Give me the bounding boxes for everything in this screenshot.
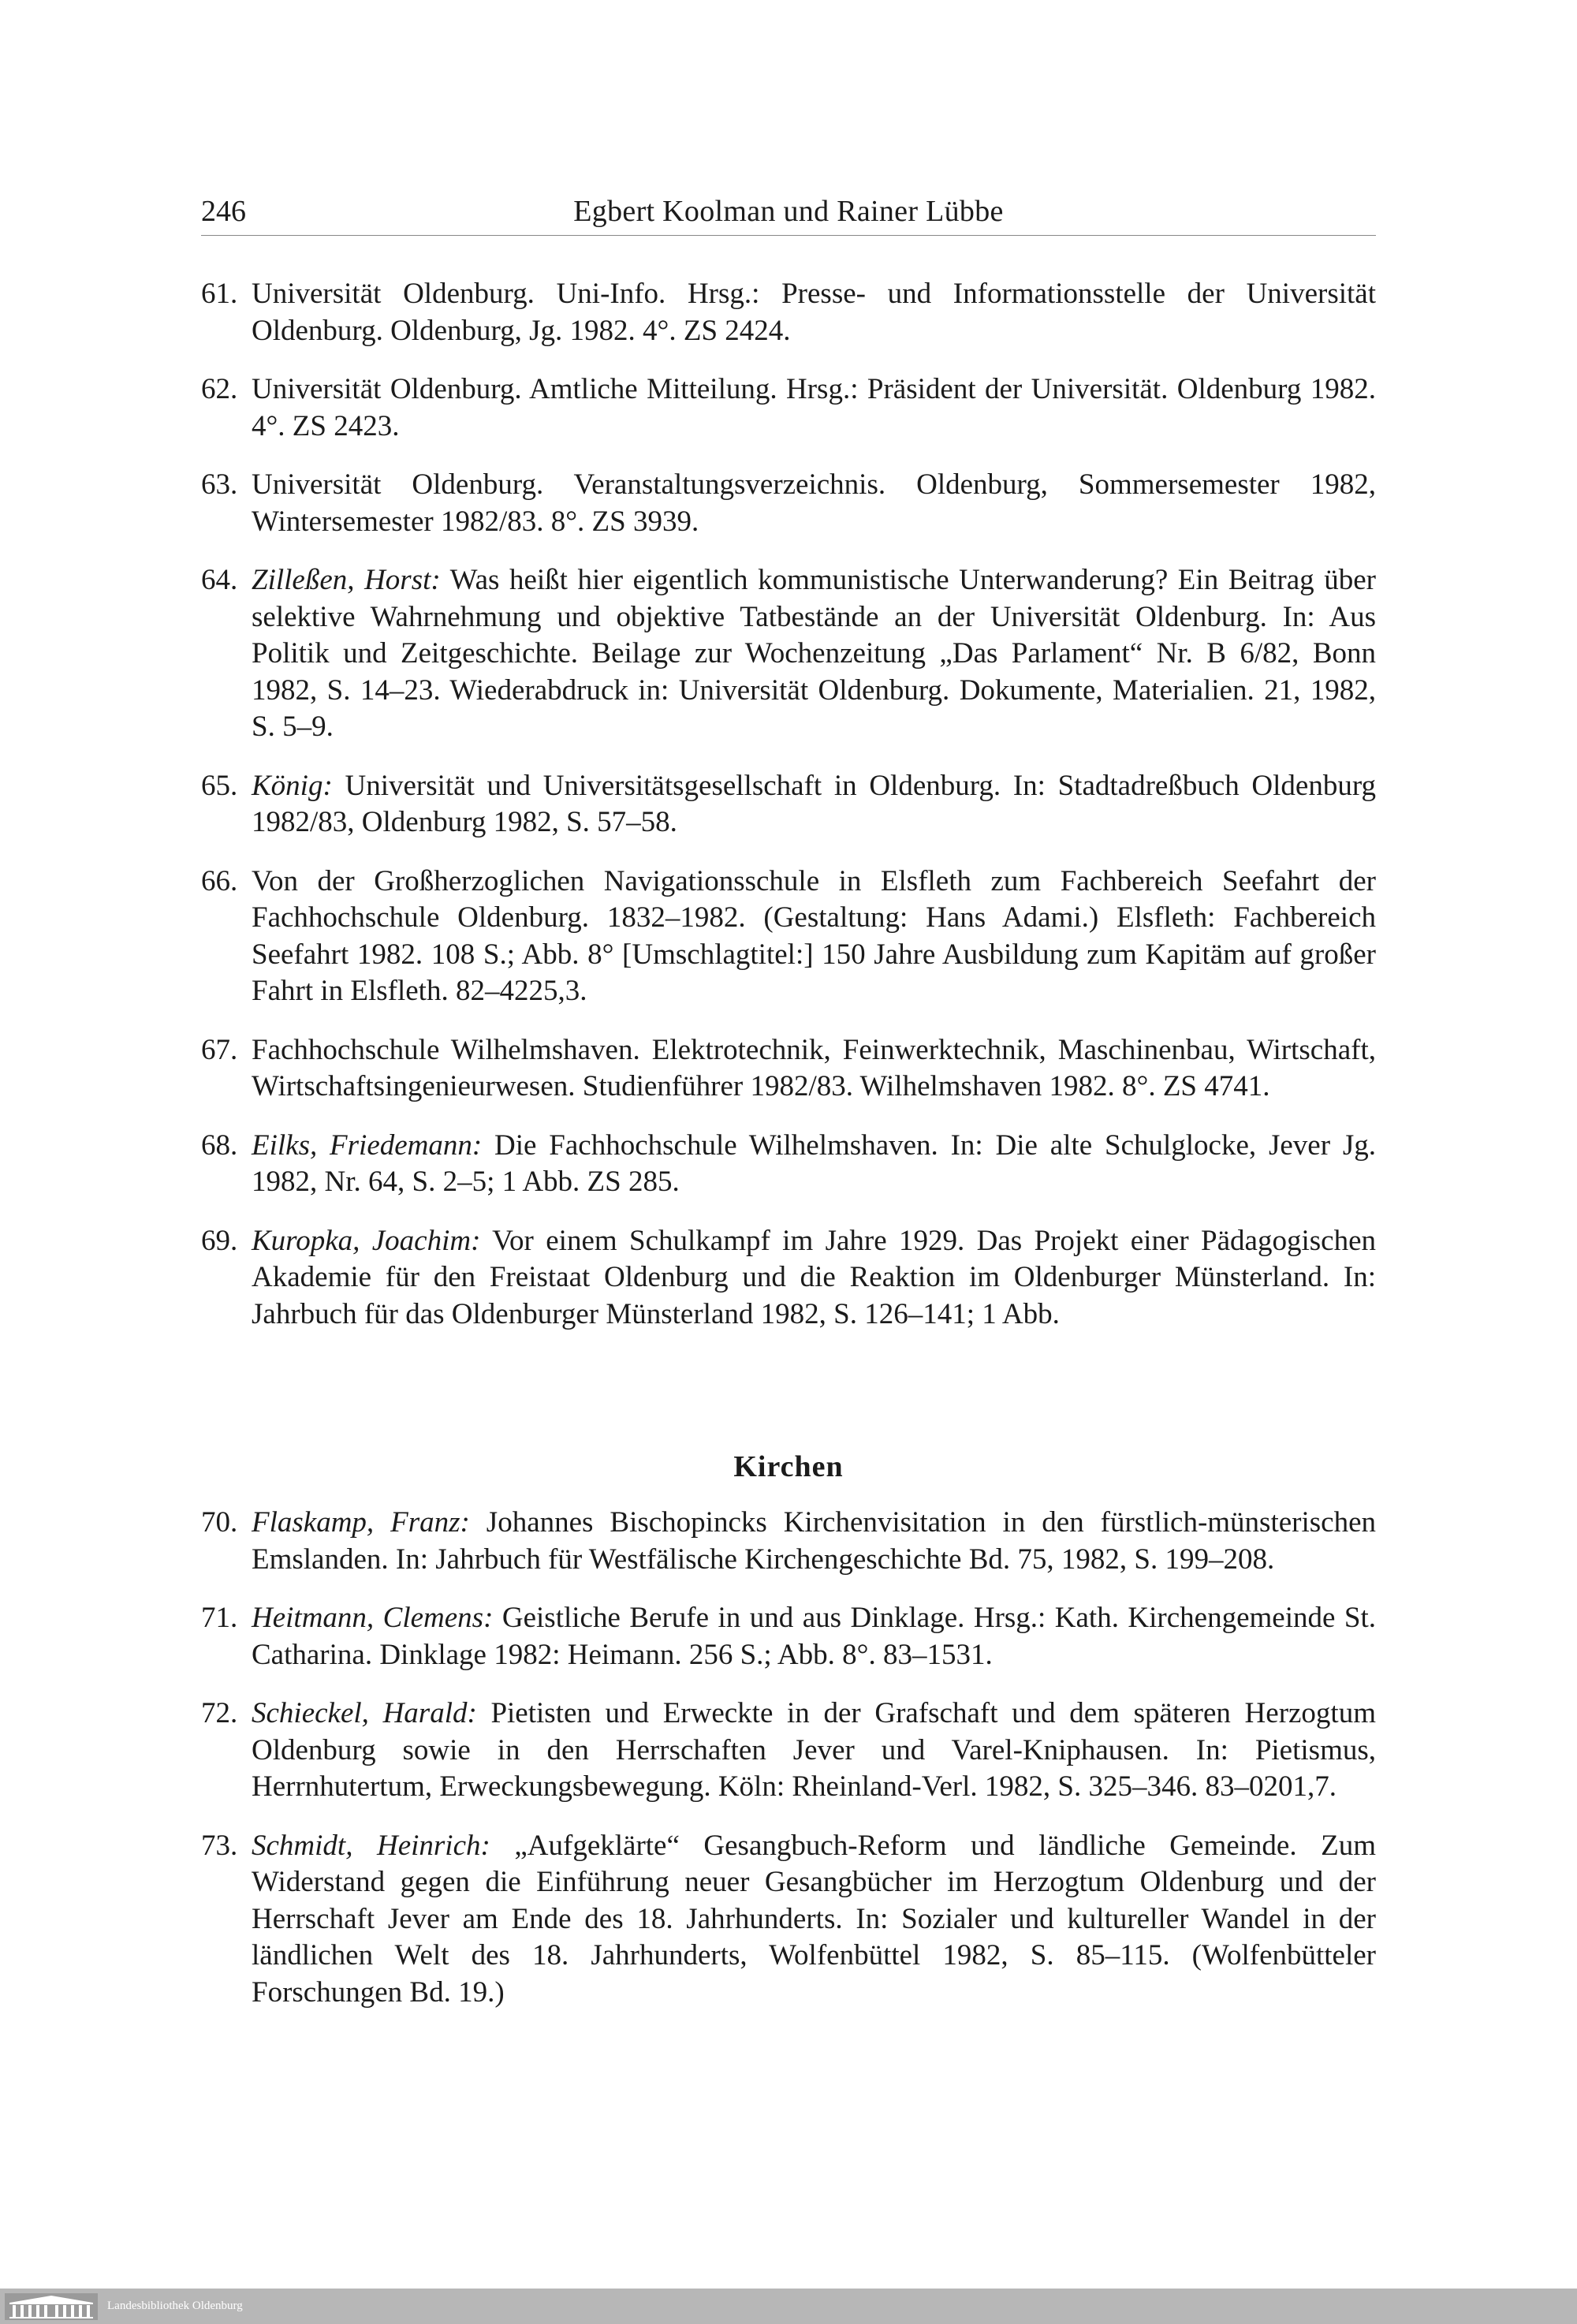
bibliography-entry	[201, 864, 1376, 1010]
entry-number: 61.	[201, 278, 238, 310]
bibliography-entry	[201, 1032, 1376, 1106]
entry-number: 62.	[201, 373, 238, 405]
entry-text: Was heißt hier eigentlich kommunistische Unterwanderung? Ein Beitrag über selektive Wahrnehmung und objektive Tatbestände an der Universität Oldenburg. In: Aus Politik und Zeitgeschichte. Beilage zur Wochenzeitung „Das Parlament“ Nr. B 6/82, Bonn 1982, S. 14–23. Wiederabdruck in: Universität Oldenburg. Dokumente, Materialien. 21, 1982, S. 5–9.	[252, 564, 1376, 743]
entry-text: Fachhochschule Wilhelmshaven. Elektrotechnik, Feinwerktechnik, Maschinenbau, Wirtschaft, Wirtschaftsingenieurwesen. Studienführer 1982/83. Wilhelmshaven 1982. 8°. ZS 4741.	[252, 1033, 1376, 1102]
bibliography-entry	[201, 1223, 1376, 1334]
entry-number: 69.	[201, 1224, 238, 1257]
page-number: 246	[201, 195, 246, 228]
library-building-icon	[5, 2293, 98, 2320]
bibliography-entry	[201, 768, 1376, 841]
entry-text: Von der Großherzoglichen Navigationsschule in Elsfleth zum Fachbereich Seefahrt der Fachhochschule Oldenburg. 1832–1982. (Gestaltung: Hans Adami.) Elsfleth: Fachbereich Seefahrt 1982. 108 S.; Abb. 8° [Umschlagtitel:] 150 Jahre Ausbildung zum Kapitäm auf großer Fahrt in Elsfleth. 82–4225,3.	[252, 864, 1376, 1007]
entry-author: Flaskamp, Franz:	[252, 1506, 470, 1539]
bibliography-entry	[201, 1600, 1376, 1673]
bibliography-entry	[201, 1128, 1376, 1201]
bibliography-entry	[201, 371, 1376, 445]
entry-number: 66.	[201, 864, 238, 897]
entry-author: Schieckel, Harald:	[252, 1697, 477, 1729]
entry-number: 70.	[201, 1506, 238, 1539]
entry-number: 73.	[201, 1829, 238, 1862]
entry-text: Pietisten und Erweckte in der Grafschaft und dem späteren Herzogtum Oldenburg sowie in den Herrschaften Jever und Varel-Kniphausen. In: Pietismus, Herrnhutertum, Erweckungsbewegung. Köln: Rheinland-Verl. 1982, S. 325–346. 83–0201,7.	[252, 1697, 1376, 1803]
entry-text: Johannes Bischopincks Kirchenvisitation in den fürstlich-münsterischen Emslanden. In: Jahrbuch für Westfälische Kirchengeschichte Bd. 75, 1982, S. 199–208.	[252, 1506, 1376, 1576]
entry-author: Heitmann, Clemens:	[252, 1602, 494, 1634]
entry-number: 72.	[201, 1697, 238, 1729]
entry-text: Die Fachhochschule Wilhelmshaven. In: Die alte Schulglocke, Jever Jg. 1982, Nr. 64, S. 2–5; 1 Abb. ZS 285.	[252, 1128, 1376, 1198]
entry-text: Universität und Universitätsgesellschaft in Oldenburg. In: Stadtadreßbuch Oldenburg 1982/83, Oldenburg 1982, S. 57–58.	[252, 769, 1376, 838]
bibliography-entry	[201, 467, 1376, 540]
entry-number: 68.	[201, 1128, 238, 1162]
entry-author: Zilleßen, Horst:	[252, 564, 441, 596]
entry-author: Kuropka, Joachim:	[252, 1224, 481, 1257]
bibliography-entry	[201, 1505, 1376, 1578]
entry-text: Geistliche Berufe in und aus Dinklage. Hrsg.: Kath. Kirchengemeinde St. Catharina. Dinklage 1982: Heimann. 256 S.; Abb. 8°. 83–1531.	[252, 1602, 1377, 1671]
entry-number: 63.	[201, 468, 238, 501]
entry-text: Universität Oldenburg. Amtliche Mitteilung. Hrsg.: Präsident der Universität. Oldenburg 1982. 4°. ZS 2423.	[252, 373, 1376, 442]
entry-text: „Aufgeklärte“ Gesangbuch-Reform und ländliche Gemeinde. Zum Widerstand gegen die Einführung neuer Gesangbücher im Herzogtum Oldenburg und der Herrschaft Jever am Ende des 18. Jahrhunderts. In: Sozialer und kultureller Wandel in der ländlichen Welt des 18. Jahrhunderts, Wolfenbüttel 1982, S. 85–115. (Wolfenbütteler Forschungen Bd. 19.)	[252, 1829, 1377, 2009]
entry-author: Schmidt, Heinrich:	[252, 1829, 490, 1862]
entry-author: Eilks, Friedemann:	[252, 1128, 483, 1162]
entry-number: 71.	[201, 1602, 238, 1634]
entry-text: Vor einem Schulkampf im Jahre 1929. Das Projekt einer Pädagogischen Akademie für den Freistaat Oldenburg und die Reaktion im Oldenburger Münsterland. In: Jahrbuch für das Oldenburger Münsterland 1982, S. 126–141; 1 Abb.	[252, 1224, 1376, 1330]
entry-number: 67.	[201, 1033, 238, 1066]
library-footer-bar	[0, 2289, 1577, 2324]
bibliography-entry	[201, 1828, 1376, 2012]
entry-text: Universität Oldenburg. Uni-Info. Hrsg.: Presse- und Informationsstelle der Universität Oldenburg. Oldenburg, Jg. 1982. 4°. ZS 2424.	[252, 278, 1376, 347]
running-head	[201, 188, 1376, 236]
running-title: Egbert Koolman und Rainer Lübbe	[573, 195, 1004, 228]
entry-number: 64.	[201, 564, 238, 596]
bibliography-list-universities	[201, 276, 1376, 1355]
bibliography-entry	[201, 1695, 1376, 1806]
bibliography-list-churches	[201, 1505, 1376, 2033]
bibliography-entry	[201, 562, 1376, 746]
bibliography-entry	[201, 276, 1376, 349]
entry-number: 65.	[201, 769, 238, 802]
entry-author: König:	[252, 769, 333, 802]
section-heading-kirchen: Kirchen	[733, 1450, 844, 1483]
library-name: Landesbibliothek Oldenburg	[107, 2300, 243, 2312]
entry-text: Universität Oldenburg. Veranstaltungsverzeichnis. Oldenburg, Sommersemester 1982, Wintersemester 1982/83. 8°. ZS 3939.	[252, 468, 1376, 538]
